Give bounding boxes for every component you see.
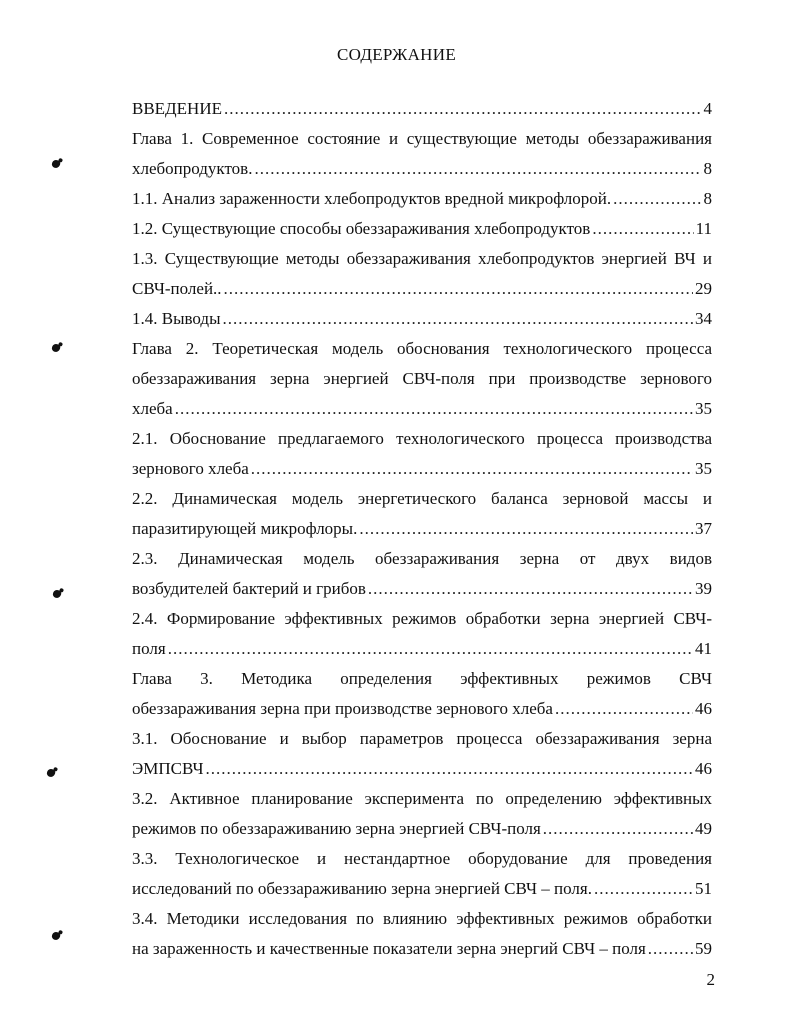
toc-page-number: 35	[695, 399, 712, 418]
toc-entry	[132, 604, 712, 664]
toc-entry-last-line	[132, 394, 712, 424]
toc-entry-line	[132, 664, 712, 694]
toc-entry	[132, 784, 712, 844]
page-title: СОДЕРЖАНИЕ	[336, 45, 457, 64]
toc-entry-text: 1.1. Анализ зараженности хлебопродуктов вредной микрофлорой.	[132, 189, 612, 208]
toc-entry-line	[132, 334, 712, 364]
dot-leader	[223, 304, 693, 334]
toc-entry-last-line	[132, 634, 712, 664]
toc-entry-line	[132, 544, 712, 574]
toc-entry-text: ВВЕДЕНИЕ	[132, 99, 222, 118]
toc-page-number: 8	[703, 159, 712, 178]
toc-page-number: 11	[695, 219, 712, 238]
toc-page-number: 37	[695, 519, 712, 538]
dot-leader	[368, 574, 693, 604]
toc-entry-last-line	[132, 94, 712, 124]
toc-entry-line	[132, 904, 712, 934]
toc-entry-text: Глава 1. Современное состояние и существующие методы обеззараживания	[132, 129, 712, 148]
toc-page-number: 59	[695, 939, 712, 958]
toc-entry-last-line	[132, 754, 712, 784]
toc-entry	[132, 484, 712, 544]
toc-entry-text: Глава 3. Методика определения эффективных режимов СВЧ	[132, 669, 712, 688]
toc-entry-last-line	[132, 514, 712, 544]
toc-entry	[132, 214, 712, 244]
toc-entry-line	[132, 364, 712, 394]
toc-page-number: 34	[695, 309, 712, 328]
toc-entry-line	[132, 784, 712, 814]
dot-leader	[594, 874, 693, 904]
toc-entry-line	[132, 484, 712, 514]
toc-entry	[132, 304, 712, 334]
toc-page-number: 35	[695, 459, 712, 478]
toc-entry	[132, 904, 712, 964]
toc-entry	[132, 724, 712, 784]
toc-page-number: 29	[695, 279, 712, 298]
toc-entry-text: хлебопродуктов.	[132, 159, 253, 178]
toc-page-number: 51	[695, 879, 712, 898]
toc-entry	[132, 334, 712, 424]
toc-entry-text: исследований по обеззараживанию зерна энергией СВЧ – поля.	[132, 879, 592, 898]
toc-entry	[132, 244, 712, 304]
toc-entry-line	[132, 844, 712, 874]
toc-entry-text: Глава 2. Теоретическая модель обоснования технологического процесса	[132, 339, 712, 358]
toc-entry-line	[132, 124, 712, 154]
scan-mark	[46, 768, 56, 778]
toc-page-number: 46	[695, 759, 712, 778]
toc-page-number: 39	[695, 579, 712, 598]
toc-entry-last-line	[132, 694, 712, 724]
dot-leader	[613, 184, 701, 214]
toc-entry	[132, 184, 712, 214]
dot-leader	[224, 94, 702, 124]
page-number: 2	[706, 970, 715, 989]
toc-entry-last-line	[132, 574, 712, 604]
toc-entry-line	[132, 604, 712, 634]
toc-page-number: 41	[695, 639, 712, 658]
toc-entry-text: хлеба	[132, 399, 173, 418]
toc-entry-text: 2.1. Обоснование предлагаемого технологического процесса производства	[132, 429, 712, 448]
dot-leader	[206, 754, 694, 784]
toc-entry	[132, 424, 712, 484]
toc-entry-text: 1.3. Существующие методы обеззараживания хлебопродуктов энергией ВЧ и	[132, 249, 712, 268]
toc-entry-line	[132, 424, 712, 454]
toc-entry-text: обеззараживания зерна энергией СВЧ-поля при производстве зернового	[132, 369, 712, 388]
toc-entry-last-line	[132, 214, 712, 244]
toc-entry-line	[132, 724, 712, 754]
toc-page-number: 46	[695, 699, 712, 718]
toc-entry-last-line	[132, 934, 712, 964]
toc-entry-text: 3.4. Методики исследования по влиянию эффективных режимов обработки	[132, 909, 712, 928]
toc-entry-text: 3.2. Активное планирование эксперимента по определению эффективных	[132, 789, 712, 808]
scan-mark	[51, 343, 61, 353]
toc-page-number: 4	[703, 99, 712, 118]
toc-entry-text: режимов по обеззараживанию зерна энергией СВЧ-поля	[132, 819, 541, 838]
toc-entry	[132, 664, 712, 724]
toc-entry-text: 2.4. Формирование эффективных режимов обработки зерна энергией СВЧ-	[132, 609, 712, 628]
toc-entry	[132, 544, 712, 604]
toc-entry-last-line	[132, 814, 712, 844]
toc-entry-text: СВЧ-полей..	[132, 279, 222, 298]
dot-leader	[543, 814, 693, 844]
dot-leader	[359, 514, 693, 544]
dot-leader	[555, 694, 693, 724]
toc-entry-last-line	[132, 304, 712, 334]
toc-entry-last-line	[132, 874, 712, 904]
toc-entry-text: 2.3. Динамическая модель обеззараживания зерна от двух видов	[132, 549, 712, 568]
scan-mark	[51, 931, 61, 941]
toc-entry	[132, 844, 712, 904]
toc-entry-last-line	[132, 454, 712, 484]
toc-page-number: 8	[703, 189, 712, 208]
dot-leader	[251, 454, 693, 484]
toc-entry-text: обеззараживания зерна при производстве зернового хлеба	[132, 699, 553, 718]
toc-entry-text: 3.3. Технологическое и нестандартное оборудование для проведения	[132, 849, 712, 868]
toc-entry	[132, 124, 712, 184]
dot-leader	[592, 214, 693, 244]
dot-leader	[224, 274, 693, 304]
scan-mark	[51, 159, 61, 169]
toc-entry-text: на зараженность и качественные показатели зерна энергий СВЧ – поля	[132, 939, 646, 958]
scan-mark	[52, 589, 62, 599]
toc-entry-last-line	[132, 154, 712, 184]
dot-leader	[168, 634, 693, 664]
dot-leader	[648, 934, 693, 964]
table-of-contents	[132, 94, 712, 964]
toc-entry	[132, 94, 712, 124]
toc-entry-text: 2.2. Динамическая модель энергетического баланса зерновой массы и	[132, 489, 712, 508]
dot-leader	[175, 394, 693, 424]
toc-page-number: 49	[695, 819, 712, 838]
dot-leader	[254, 154, 701, 184]
toc-entry-last-line	[132, 274, 712, 304]
toc-entry-text: ЭМПСВЧ	[132, 759, 204, 778]
toc-entry-text: поля	[132, 639, 166, 658]
toc-entry-text: зернового хлеба	[132, 459, 249, 478]
toc-entry-text: 1.4. Выводы	[132, 309, 221, 328]
toc-entry-text: возбудителей бактерий и грибов	[132, 579, 366, 598]
toc-entry-line	[132, 244, 712, 274]
toc-entry-last-line	[132, 184, 712, 214]
toc-entry-text: 1.2. Существующие способы обеззараживания хлебопродуктов	[132, 219, 591, 238]
toc-entry-text: 3.1. Обоснование и выбор параметров процесса обеззараживания зерна	[132, 729, 712, 748]
toc-entry-text: паразитирующей микрофлоры.	[132, 519, 358, 538]
